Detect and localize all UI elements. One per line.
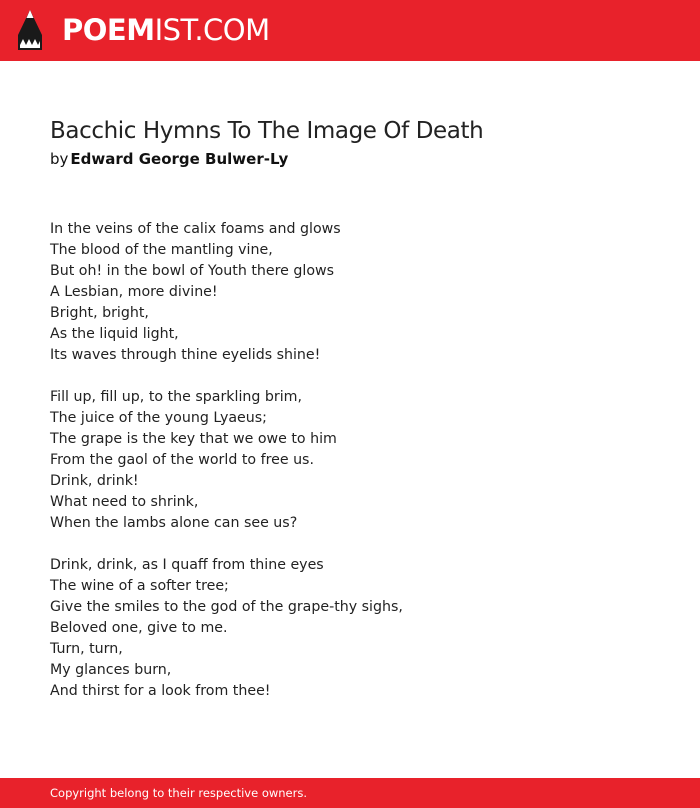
stanza [50, 219, 650, 366]
poem-line: A Lesbian, more divine! [50, 284, 218, 300]
poem-line: Drink, drink! [50, 473, 139, 489]
poem-line: Drink, drink, as I quaff from thine eyes [50, 557, 324, 573]
site-header [0, 0, 700, 61]
copyright-notice: Copyright belong to their respective owners. [50, 786, 308, 800]
poem-line: The wine of a softer tree; [50, 578, 229, 594]
site-logo[interactable] [62, 12, 270, 48]
poem-line: Give the smiles to the god of the grape-thy sighs, [50, 599, 403, 615]
logo-light-text: IST.COM [154, 13, 270, 47]
poem-line: From the gaol of the world to free us. [50, 452, 314, 468]
poem-line: Turn, turn, [50, 641, 123, 657]
poem-line: The grape is the key that we owe to him [50, 431, 337, 447]
stanza [50, 387, 650, 534]
logo-bold-text: POEM [62, 13, 155, 47]
poem-line: The juice of the young Lyaeus; [50, 410, 267, 426]
poem-line: Beloved one, give to me. [50, 620, 228, 636]
poem-line: In the veins of the calix foams and glows [50, 221, 341, 237]
poem-line: As the liquid light, [50, 326, 179, 342]
poem-line: My glances burn, [50, 662, 172, 678]
poem-line: And thirst for a look from thee! [50, 683, 271, 699]
poem-line: What need to shrink, [50, 494, 199, 510]
poem-line: Its waves through thine eyelids shine! [50, 347, 321, 363]
author-name: Edward George Bulwer-Ly [70, 150, 289, 168]
stanza [50, 555, 650, 702]
poem-title: Bacchic Hymns To The Image Of Death [50, 118, 484, 144]
by-label: by [50, 150, 69, 168]
poem-line: But oh! in the bowl of Youth there glows [50, 263, 335, 279]
pencil-tip-icon[interactable] [17, 9, 43, 51]
poem-line: When the lambs alone can see us? [50, 515, 298, 531]
poem-body [50, 219, 650, 702]
site-footer [0, 778, 700, 808]
poem-line: Fill up, fill up, to the sparkling brim, [50, 389, 303, 405]
poem-line: The blood of the mantling vine, [50, 242, 273, 258]
byline [50, 149, 288, 169]
poem-line: Bright, bright, [50, 305, 149, 321]
